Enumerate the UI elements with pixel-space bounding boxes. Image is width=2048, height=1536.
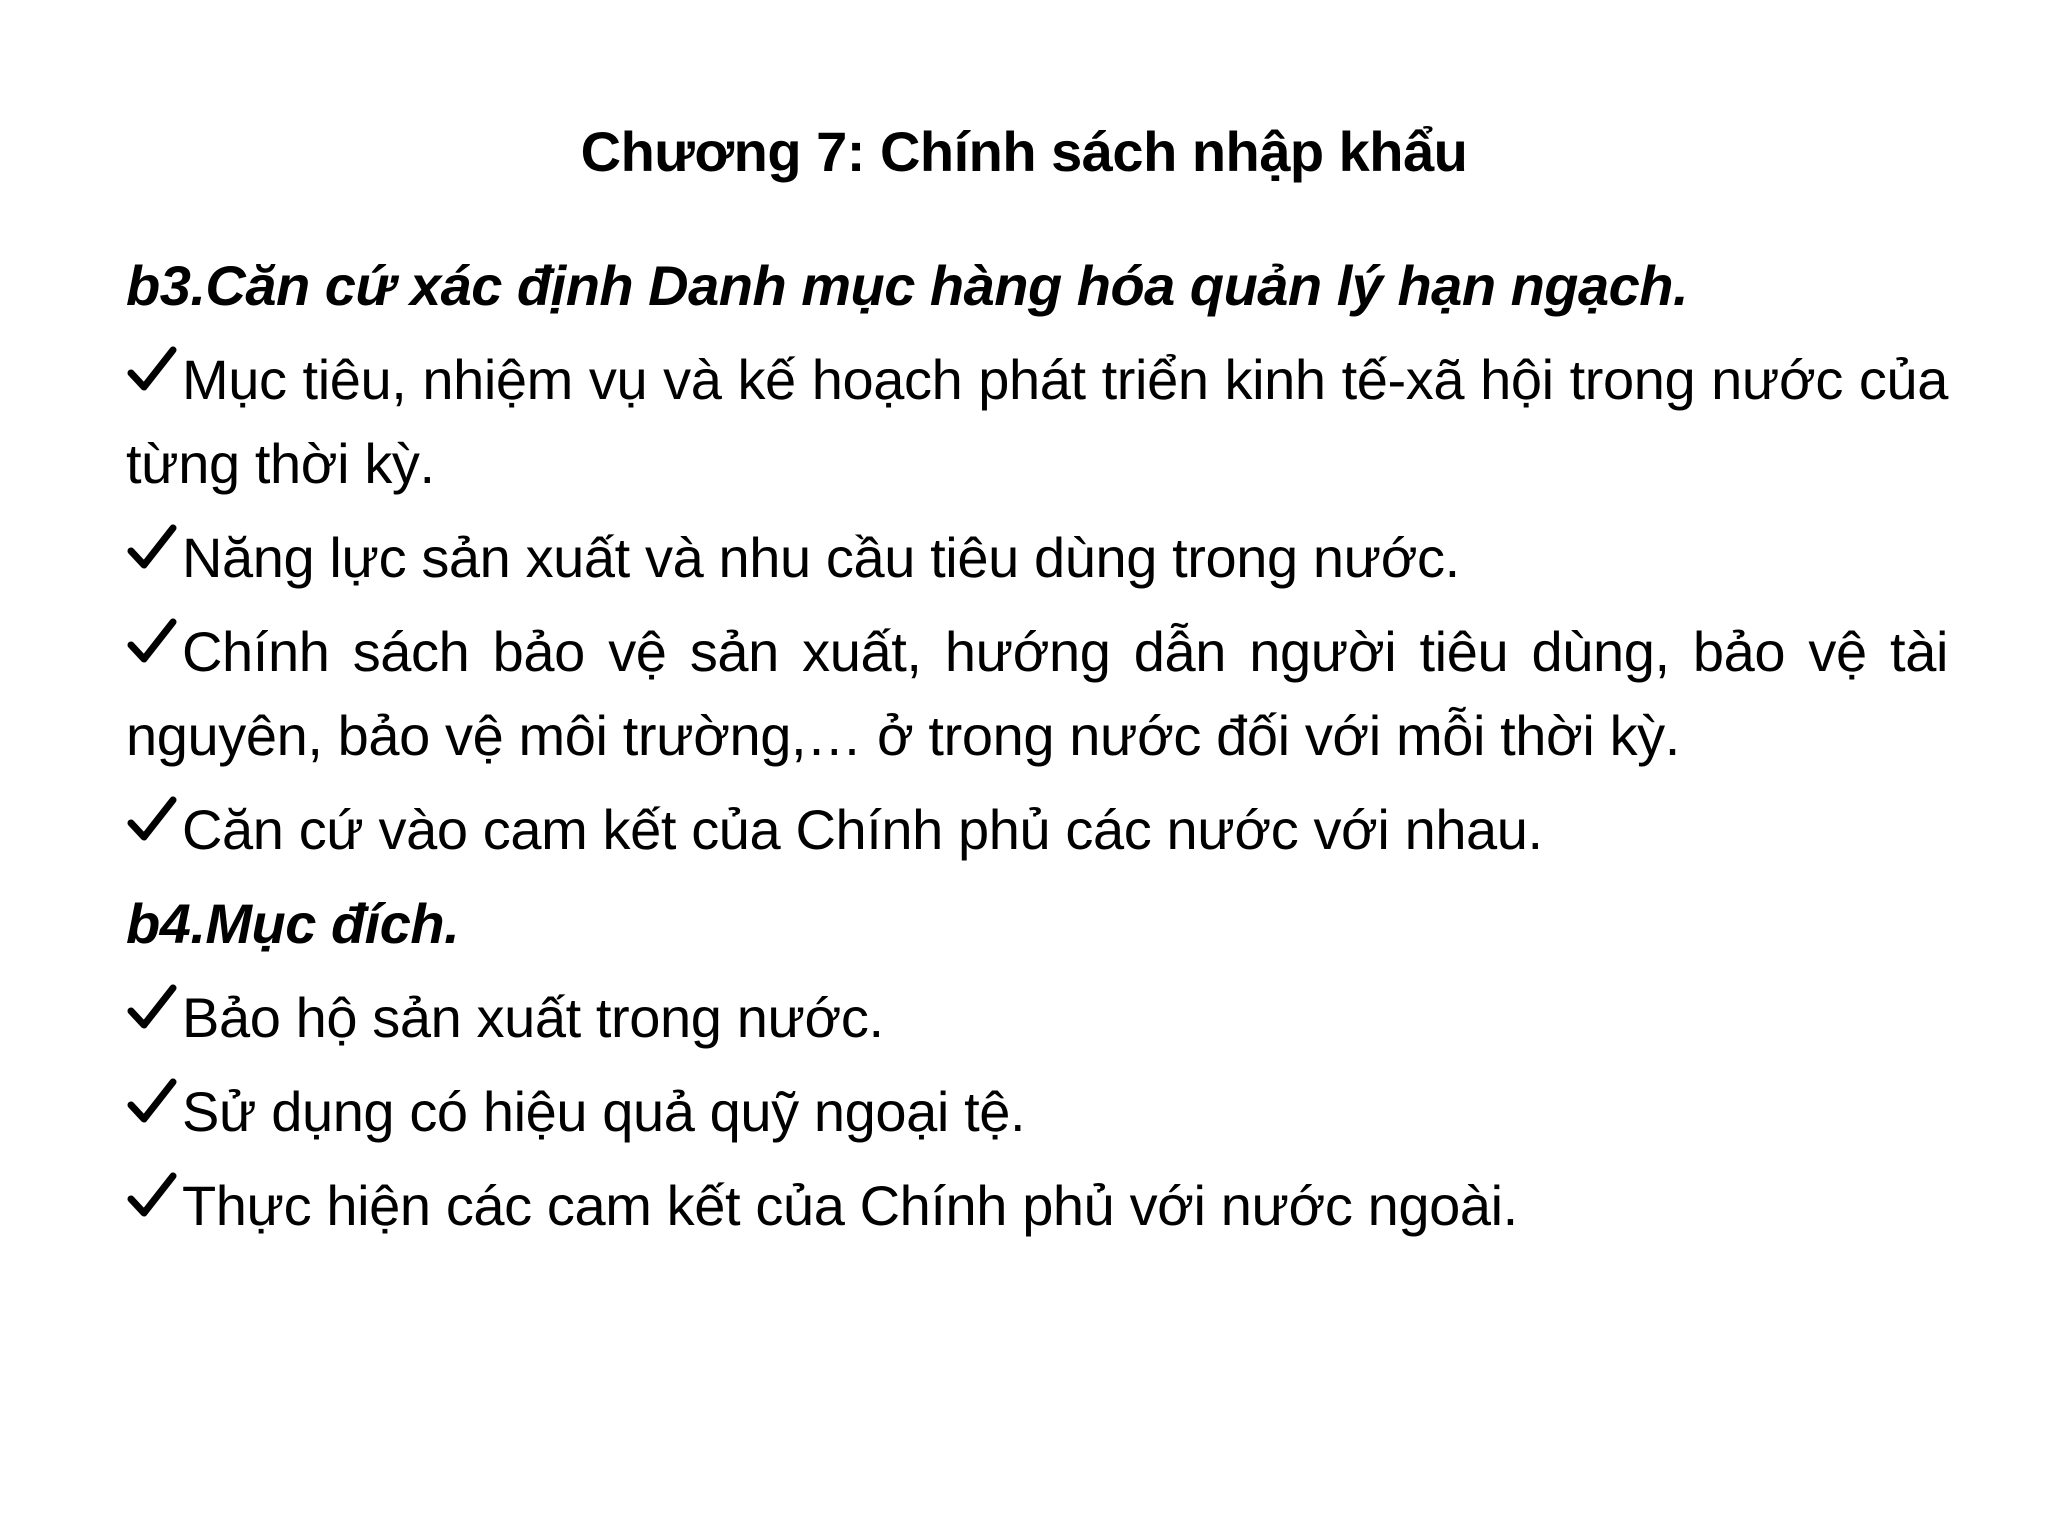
bullet-text: Mục tiêu, nhiệm vụ và kế hoạch phát triển kinh tế-xã hội trong nước của từng thời kỳ. [126, 348, 1948, 495]
checkmark-icon [126, 1081, 182, 1131]
bullet-item [126, 1070, 1948, 1154]
checkmark-icon [126, 1175, 182, 1225]
bullet-item [126, 1164, 1948, 1248]
bullet-item [126, 788, 1948, 872]
bullet-item [126, 338, 1948, 506]
bullet-text: Bảo hộ sản xuất trong nước. [182, 986, 884, 1049]
checkmark-icon [126, 987, 182, 1037]
checkmark-icon [126, 349, 182, 399]
bullet-item [126, 976, 1948, 1060]
bullet-text: Căn cứ vào cam kết của Chính phủ các nước với nhau. [182, 798, 1543, 861]
checkmark-icon [126, 799, 182, 849]
bullet-item [126, 610, 1948, 778]
bullet-text: Năng lực sản xuất và nhu cầu tiêu dùng trong nước. [182, 526, 1460, 589]
bullet-text: Sử dụng có hiệu quả quỹ ngoại tệ. [182, 1080, 1026, 1143]
bullet-item [126, 516, 1948, 600]
section-heading-b3: b3.Căn cứ xác định Danh mục hàng hóa quản lý hạn ngạch. [126, 254, 1689, 317]
slide-title: Chương 7: Chính sách nhập khẩu [580, 120, 1468, 183]
checkmark-icon [126, 621, 182, 671]
checkmark-icon [126, 527, 182, 577]
section-heading-b4: b4.Mục đích. [126, 892, 460, 955]
bullet-text: Chính sách bảo vệ sản xuất, hướng dẫn người tiêu dùng, bảo vệ tài nguyên, bảo vệ môi trường,… ở trong nước đối với mỗi thời kỳ. [126, 620, 1948, 767]
bullet-text: Thực hiện các cam kết của Chính phủ với nước ngoài. [182, 1174, 1518, 1237]
slide-content [126, 244, 1948, 1258]
